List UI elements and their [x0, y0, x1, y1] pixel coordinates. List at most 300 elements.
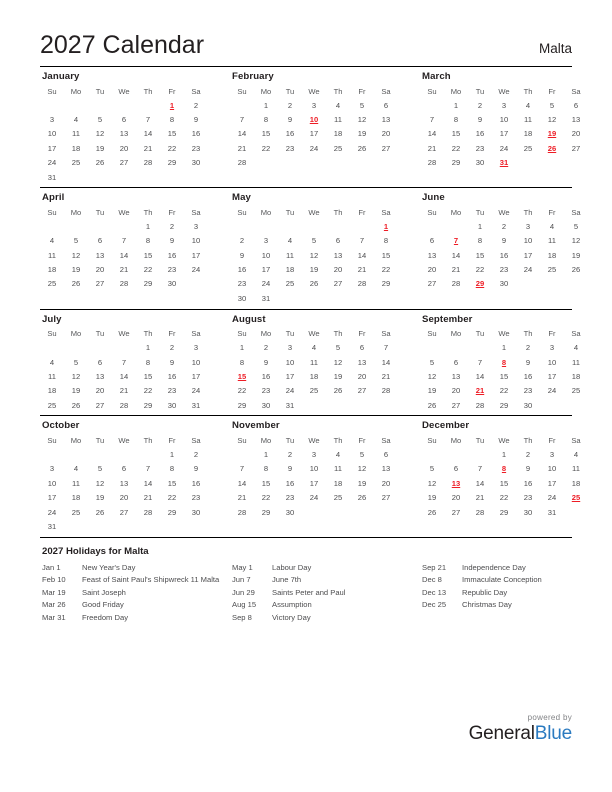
week-row	[420, 491, 588, 505]
weekday-header: Tu	[285, 329, 295, 338]
weekday-header: Th	[143, 86, 153, 96]
day-cell-empty	[184, 170, 208, 184]
day-cell: 15	[261, 129, 271, 139]
weekday-header: Tu	[95, 435, 105, 445]
day-cell: 26	[427, 400, 437, 410]
day-cell: 14	[119, 371, 129, 381]
week-row	[230, 398, 398, 412]
week-row	[420, 355, 588, 369]
week-row	[40, 505, 208, 519]
day-cell: 24	[547, 493, 557, 503]
day-cell: 23	[167, 265, 177, 275]
weekday-header: Th	[523, 207, 533, 217]
weekday-header-row	[420, 328, 588, 341]
week-row	[230, 262, 398, 276]
powered-by-label: powered by	[527, 713, 572, 722]
month-days-table	[420, 434, 588, 519]
day-cell: 31	[547, 507, 557, 517]
day-cell-empty	[112, 170, 136, 184]
holiday-date: Sep 21	[422, 562, 447, 572]
day-cell: 27	[333, 279, 343, 289]
weekday-header: Su	[237, 207, 247, 217]
month-name: May	[232, 192, 251, 204]
day-cell: 3	[525, 221, 531, 231]
week-row	[420, 262, 588, 276]
day-cell: 15	[499, 478, 509, 488]
day-cell: 31	[47, 521, 57, 531]
month-days-table	[40, 328, 208, 413]
holiday-list-item	[232, 574, 420, 587]
day-cell: 9	[477, 115, 483, 125]
day-cell: 18	[333, 129, 343, 139]
day-cell: 17	[499, 129, 509, 139]
day-cell: 6	[121, 115, 127, 125]
day-cell: 2	[501, 221, 507, 231]
day-cell: 18	[71, 493, 81, 503]
day-cell: 11	[548, 236, 556, 246]
day-cell: 4	[287, 236, 293, 246]
quarter-row	[40, 309, 581, 416]
weekday-header: Mo	[70, 435, 82, 445]
holiday-date: Dec 8	[422, 575, 442, 585]
day-cell: 26	[95, 158, 105, 168]
day-cell: 30	[523, 507, 533, 517]
weekday-header: We	[308, 435, 320, 445]
day-cell: 14	[237, 478, 247, 488]
day-cell: 1	[169, 450, 175, 460]
weekday-header: Fr	[168, 329, 176, 338]
week-row	[420, 234, 588, 248]
day-cell: 16	[523, 371, 533, 381]
day-cell: 27	[119, 158, 129, 168]
weekday-header: Sa	[571, 207, 581, 217]
weekday-header: Mo	[450, 86, 462, 96]
day-cell: 6	[383, 450, 389, 460]
weekday-header: Su	[427, 329, 437, 338]
weekday-header-row	[40, 206, 208, 219]
day-cell: 12	[95, 478, 105, 488]
day-cell-holiday: 13	[451, 478, 461, 488]
day-cell: 20	[333, 265, 343, 275]
day-cell: 30	[499, 279, 509, 289]
brand-second-part: Blue	[534, 723, 572, 744]
day-cell: 6	[573, 100, 579, 110]
day-cell: 24	[309, 493, 319, 503]
day-cell: 15	[499, 371, 509, 381]
weekday-header: We	[118, 207, 130, 217]
holiday-date: Feb 10	[42, 575, 66, 585]
day-cell: 7	[145, 115, 151, 125]
week-row	[40, 170, 208, 184]
holiday-date: May 1	[232, 562, 253, 572]
day-cell: 6	[429, 236, 435, 246]
day-cell: 2	[477, 100, 483, 110]
week-row	[40, 369, 208, 383]
week-row	[40, 156, 208, 170]
day-cell: 4	[573, 450, 579, 460]
week-row	[230, 291, 398, 305]
day-cell-empty	[88, 170, 112, 184]
day-cell-empty	[112, 98, 136, 112]
day-cell: 26	[71, 400, 81, 410]
day-cell: 8	[239, 357, 245, 367]
day-cell: 11	[286, 250, 294, 260]
weekday-header: We	[118, 329, 130, 338]
day-cell: 30	[285, 507, 295, 517]
weekday-header: Sa	[191, 207, 201, 217]
day-cell: 10	[547, 464, 557, 474]
day-cell: 18	[547, 250, 557, 260]
day-cell: 2	[287, 450, 293, 460]
day-cell-empty	[420, 341, 444, 355]
day-cell-empty	[326, 505, 350, 519]
day-cell: 11	[334, 115, 342, 125]
month-block-may	[230, 192, 420, 305]
holiday-name: Saints Peter and Paul	[272, 587, 346, 597]
holiday-list-item	[42, 562, 230, 575]
weekday-header-row	[420, 85, 588, 98]
day-cell: 20	[381, 129, 391, 139]
week-row	[420, 248, 588, 262]
day-cell: 7	[239, 115, 245, 125]
week-row	[230, 355, 398, 369]
weekday-header: We	[498, 86, 510, 96]
day-cell: 27	[357, 386, 367, 396]
day-cell-empty	[540, 277, 564, 291]
day-cell: 2	[239, 236, 245, 246]
day-cell-empty	[374, 156, 398, 170]
weekday-header: Mo	[260, 207, 272, 217]
day-cell: 19	[427, 493, 437, 503]
day-cell: 12	[357, 464, 367, 474]
day-cell: 1	[501, 343, 507, 353]
weekday-header: Tu	[95, 329, 105, 338]
week-row	[230, 369, 398, 383]
day-cell: 4	[311, 343, 317, 353]
day-cell: 21	[143, 493, 153, 503]
month-name: July	[42, 313, 62, 325]
weekday-header: Su	[47, 207, 57, 217]
day-cell: 4	[73, 115, 79, 125]
week-row	[230, 248, 398, 262]
weekday-header: Sa	[571, 435, 581, 445]
day-cell-empty	[302, 505, 326, 519]
day-cell: 30	[237, 293, 247, 303]
month-name: February	[232, 71, 274, 82]
quarter-row	[40, 66, 581, 187]
day-cell: 8	[453, 115, 459, 125]
weekday-header: Th	[143, 329, 153, 338]
day-cell-empty	[40, 219, 64, 233]
week-row	[420, 476, 588, 490]
day-cell-empty	[136, 519, 160, 533]
day-cell: 26	[95, 507, 105, 517]
week-row	[420, 219, 588, 233]
week-row	[230, 141, 398, 155]
footer-logo	[469, 712, 572, 745]
week-row	[230, 277, 398, 291]
day-cell-empty	[88, 219, 112, 233]
day-cell: 12	[71, 371, 81, 381]
day-cell: 26	[357, 493, 367, 503]
day-cell-empty	[254, 219, 278, 233]
weekday-header: Su	[237, 435, 247, 445]
brand-name	[469, 723, 572, 745]
day-cell: 11	[48, 371, 56, 381]
day-cell: 18	[309, 371, 319, 381]
day-cell: 5	[549, 100, 555, 110]
weekday-header: Sa	[381, 435, 391, 445]
day-cell-empty	[40, 98, 64, 112]
day-cell: 25	[71, 507, 81, 517]
day-cell: 20	[95, 386, 105, 396]
day-cell: 9	[287, 115, 293, 125]
month-days-table	[420, 328, 588, 413]
holiday-list-item	[422, 599, 610, 612]
holiday-name: Feast of Saint Paul's Shipwreck 11 Malta	[82, 575, 220, 585]
weekday-header: We	[498, 435, 510, 445]
day-cell-empty	[374, 505, 398, 519]
day-cell: 11	[48, 250, 56, 260]
day-cell-empty	[302, 156, 326, 170]
day-cell: 23	[191, 493, 201, 503]
week-row	[230, 127, 398, 141]
day-cell: 19	[71, 386, 81, 396]
holiday-list-item	[42, 612, 230, 625]
week-row	[40, 219, 208, 233]
day-cell: 17	[523, 250, 533, 260]
day-cell: 17	[191, 371, 201, 381]
day-cell: 20	[381, 478, 391, 488]
day-cell: 28	[475, 507, 485, 517]
day-cell: 24	[285, 386, 295, 396]
day-cell: 18	[71, 143, 81, 153]
day-cell-empty	[88, 98, 112, 112]
day-cell-empty	[564, 505, 588, 519]
month-block-december	[420, 420, 610, 533]
quarter-row	[40, 415, 581, 536]
weekday-header: Th	[523, 435, 533, 445]
weekday-header: Su	[427, 86, 437, 96]
day-cell-empty	[302, 291, 326, 305]
day-cell: 29	[499, 507, 509, 517]
day-cell: 14	[143, 478, 153, 488]
day-cell: 21	[381, 371, 391, 381]
week-row	[420, 277, 588, 291]
day-cell: 13	[451, 371, 461, 381]
day-cell-holiday: 25	[571, 493, 581, 503]
day-cell: 2	[169, 221, 175, 231]
day-cell: 19	[571, 250, 581, 260]
day-cell-empty	[64, 170, 88, 184]
day-cell: 24	[191, 386, 201, 396]
day-cell: 28	[237, 158, 247, 168]
months-grid	[40, 66, 581, 537]
holiday-name: Immaculate Conception	[462, 575, 542, 585]
week-row	[420, 98, 588, 112]
day-cell: 28	[475, 400, 485, 410]
day-cell: 7	[121, 236, 127, 246]
holiday-name: Saint Joseph	[82, 587, 126, 597]
week-row	[230, 341, 398, 355]
holiday-name: Assumption	[272, 600, 312, 610]
day-cell: 8	[383, 236, 389, 246]
day-cell-holiday: 10	[309, 115, 319, 125]
day-cell-empty	[278, 219, 302, 233]
holiday-date: Jun 7	[232, 575, 251, 585]
week-row	[420, 462, 588, 476]
day-cell: 1	[501, 450, 507, 460]
week-row	[40, 262, 208, 276]
day-cell: 9	[169, 357, 175, 367]
day-cell: 1	[263, 450, 269, 460]
weekday-header: Sa	[381, 86, 391, 96]
day-cell: 24	[523, 265, 533, 275]
holiday-date: Mar 31	[42, 613, 66, 622]
day-cell: 19	[71, 265, 81, 275]
weekday-header-row	[230, 206, 398, 219]
weekday-header-row	[40, 328, 208, 341]
day-cell: 5	[73, 357, 79, 367]
day-cell: 2	[287, 100, 293, 110]
day-cell-empty	[516, 156, 540, 170]
day-cell-empty	[540, 398, 564, 412]
week-row	[420, 398, 588, 412]
day-cell: 5	[73, 236, 79, 246]
country-label: Malta	[538, 41, 572, 56]
holiday-date: Dec 25	[422, 600, 447, 610]
weekday-header: Th	[523, 329, 533, 338]
week-row	[420, 505, 588, 519]
day-cell-empty	[64, 341, 88, 355]
day-cell: 27	[95, 279, 105, 289]
weekday-header: Th	[523, 86, 533, 96]
holidays-title: 2027 Holidays for Malta	[42, 545, 149, 557]
weekday-header: Fr	[358, 329, 366, 338]
day-cell: 26	[427, 507, 437, 517]
day-cell: 28	[119, 279, 129, 289]
day-cell: 10	[285, 357, 295, 367]
holidays-column	[40, 562, 230, 625]
day-cell: 13	[333, 250, 343, 260]
day-cell: 2	[193, 450, 199, 460]
day-cell: 25	[47, 400, 57, 410]
day-cell-empty	[302, 219, 326, 233]
week-row	[230, 491, 398, 505]
brand-first-part: General	[468, 723, 535, 744]
week-row	[40, 491, 208, 505]
day-cell-empty	[302, 398, 326, 412]
weekday-header: Fr	[168, 207, 176, 217]
day-cell: 7	[145, 464, 151, 474]
week-row	[230, 384, 398, 398]
weekday-header: Mo	[70, 207, 82, 217]
day-cell: 31	[47, 172, 57, 182]
day-cell-empty	[184, 519, 208, 533]
day-cell: 25	[47, 279, 57, 289]
day-cell-empty	[230, 447, 254, 461]
weekday-header: Th	[143, 207, 153, 217]
week-row	[230, 476, 398, 490]
day-cell: 1	[145, 343, 151, 353]
day-cell: 18	[571, 371, 581, 381]
day-cell: 30	[167, 279, 177, 289]
day-cell: 18	[571, 478, 581, 488]
day-cell: 8	[263, 115, 269, 125]
day-cell: 22	[237, 386, 247, 396]
weekday-header: Fr	[168, 86, 176, 96]
day-cell: 9	[239, 250, 245, 260]
day-cell: 6	[453, 464, 459, 474]
day-cell: 9	[263, 357, 269, 367]
week-row	[40, 447, 208, 461]
day-cell: 3	[263, 236, 269, 246]
day-cell: 20	[427, 265, 437, 275]
day-cell: 30	[191, 158, 201, 168]
weekday-header-row	[420, 206, 588, 219]
day-cell: 28	[143, 507, 153, 517]
day-cell: 10	[261, 250, 271, 260]
day-cell: 11	[72, 478, 80, 488]
day-cell: 3	[549, 450, 555, 460]
day-cell-empty	[420, 98, 444, 112]
day-cell: 5	[429, 357, 435, 367]
day-cell: 28	[143, 158, 153, 168]
day-cell-empty	[444, 341, 468, 355]
day-cell: 27	[571, 143, 581, 153]
day-cell: 25	[523, 143, 533, 153]
day-cell-holiday: 31	[499, 158, 509, 168]
weekday-header: Tu	[95, 86, 105, 96]
day-cell: 22	[261, 493, 271, 503]
weekday-header-row	[40, 434, 208, 447]
day-cell: 19	[333, 371, 343, 381]
day-cell: 4	[335, 100, 341, 110]
month-block-july	[40, 314, 230, 413]
day-cell-empty	[160, 170, 184, 184]
day-cell: 19	[357, 478, 367, 488]
day-cell-empty	[254, 156, 278, 170]
day-cell: 6	[359, 343, 365, 353]
day-cell: 22	[167, 143, 177, 153]
day-cell: 12	[571, 236, 581, 246]
day-cell: 11	[572, 464, 580, 474]
day-cell-empty	[564, 398, 588, 412]
page-title: 2027 Calendar	[40, 31, 205, 59]
day-cell: 4	[335, 450, 341, 460]
day-cell: 10	[191, 236, 201, 246]
day-cell: 13	[95, 250, 105, 260]
day-cell: 3	[549, 343, 555, 353]
day-cell: 8	[169, 464, 175, 474]
day-cell: 25	[285, 279, 295, 289]
month-days-table	[40, 434, 208, 533]
day-cell-empty	[516, 277, 540, 291]
day-cell: 29	[261, 507, 271, 517]
holidays-column	[420, 562, 610, 625]
day-cell: 15	[167, 129, 177, 139]
day-cell: 20	[571, 129, 581, 139]
holiday-date: Mar 19	[42, 587, 66, 597]
day-cell: 23	[191, 143, 201, 153]
day-cell-empty	[88, 447, 112, 461]
day-cell: 10	[309, 464, 319, 474]
day-cell: 21	[357, 265, 367, 275]
day-cell: 4	[573, 343, 579, 353]
day-cell: 24	[499, 143, 509, 153]
day-cell: 26	[71, 279, 81, 289]
day-cell: 6	[453, 357, 459, 367]
